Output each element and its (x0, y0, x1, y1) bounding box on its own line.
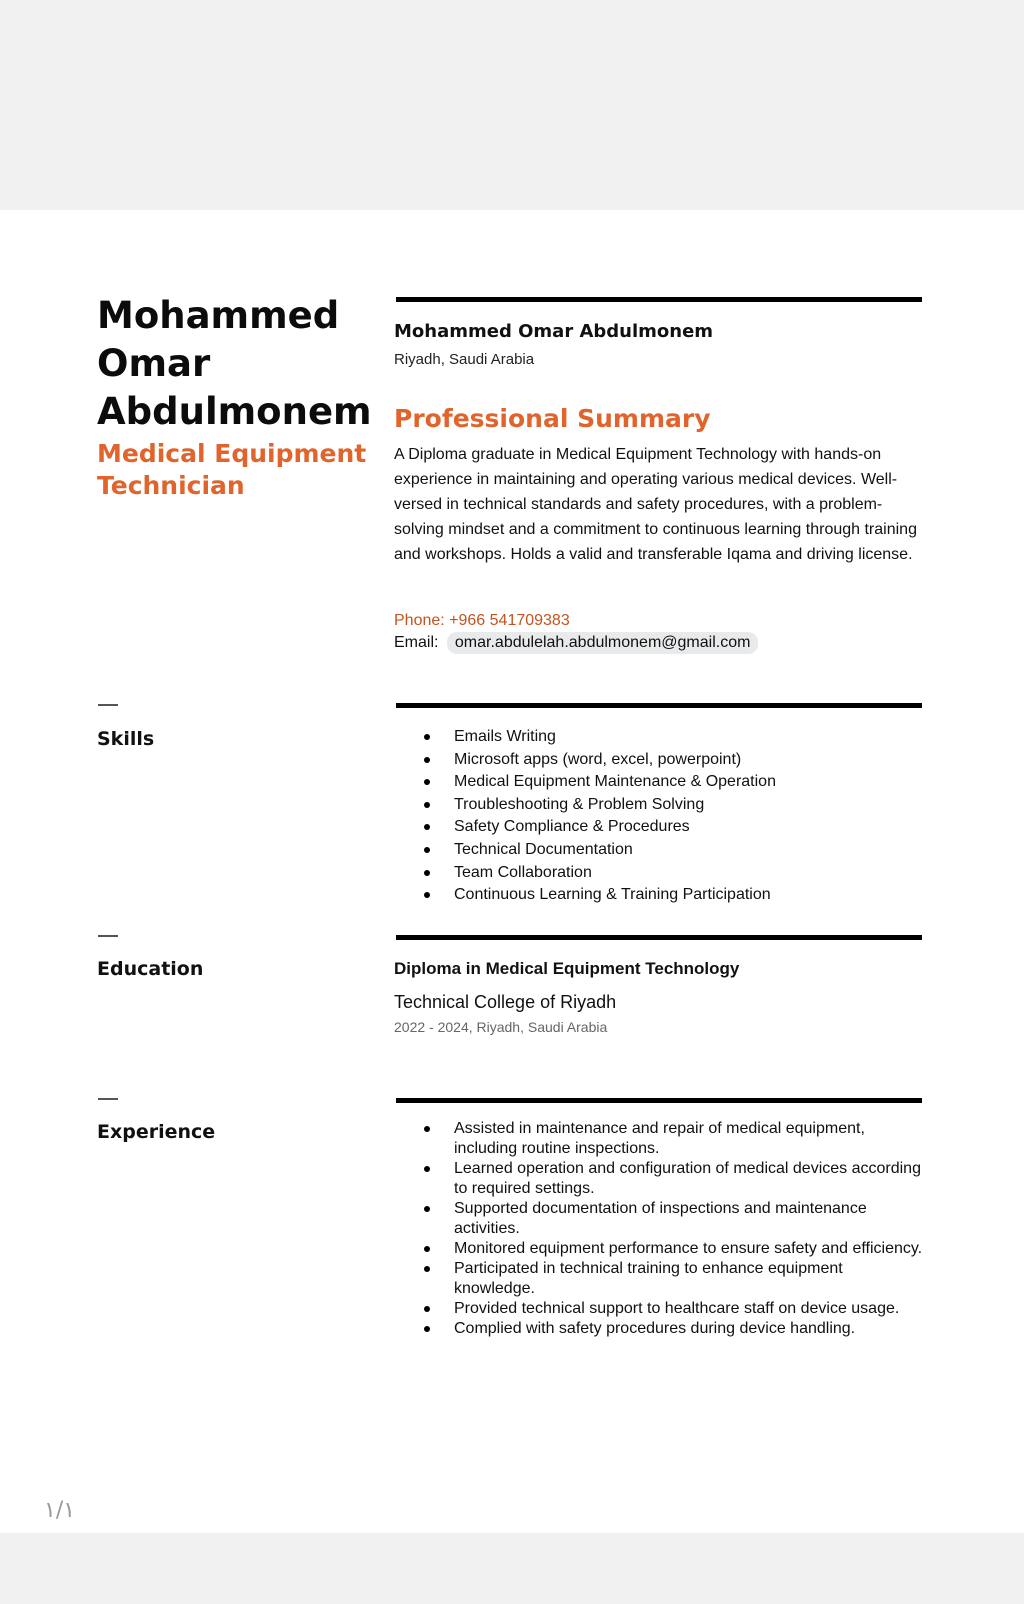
experience-item: Complied with safety procedures during device handling. (424, 1319, 924, 1339)
page-indicator: ١/١ (44, 1498, 76, 1523)
role-line-1: Medical Equipment (97, 439, 367, 468)
name-line-1: Mohammed (97, 294, 340, 337)
summary-title: Professional Summary (394, 404, 711, 433)
header-rule (396, 297, 922, 302)
experience-item: Participated in technical training to enhance equipment knowledge. (424, 1259, 924, 1299)
name-line-2: Omar (97, 342, 211, 385)
job-title (97, 438, 367, 502)
skill-item: Microsoft apps (word, excel, powerpoint) (424, 749, 904, 772)
experience-list (424, 1119, 924, 1339)
name-line-3: Abdulmonem (97, 390, 372, 433)
skills-rule (396, 703, 922, 708)
skill-item: Continuous Learning & Training Participation (424, 884, 904, 907)
education-dash (98, 935, 118, 937)
email-link[interactable]: omar.abdulelah.abdulmonem@gmail.com (447, 632, 759, 654)
experience-item: Supported documentation of inspections and maintenance activities. (424, 1199, 924, 1239)
phone-text: Phone: +966 541709383 (394, 612, 570, 629)
experience-item: Provided technical support to healthcare staff on device usage. (424, 1299, 924, 1319)
education-label: Education (97, 958, 204, 980)
header-name: Mohammed Omar Abdulmonem (394, 321, 714, 342)
email-label: Email: (394, 634, 439, 651)
experience-item: Monitored equipment performance to ensure safety and efficiency. (424, 1239, 924, 1259)
skill-item: Team Collaboration (424, 862, 904, 885)
skills-dash (98, 704, 118, 706)
skill-item: Technical Documentation (424, 839, 904, 862)
skill-item: Troubleshooting & Problem Solving (424, 794, 904, 817)
candidate-name-large (97, 292, 372, 436)
role-line-2: Technician (97, 471, 245, 500)
skill-item: Medical Equipment Maintenance & Operation (424, 771, 904, 794)
experience-rule (396, 1098, 922, 1103)
education-degree: Diploma in Medical Equipment Technology (394, 959, 740, 978)
skills-list (424, 726, 904, 907)
experience-dash (98, 1098, 118, 1100)
experience-label: Experience (97, 1121, 216, 1143)
education-dates: 2022 - 2024, Riyadh, Saudi Arabia (394, 1019, 608, 1035)
education-school: Technical College of Riyadh (394, 992, 617, 1012)
experience-item: Learned operation and configuration of medical devices according to required settings. (424, 1159, 924, 1199)
resume-page (0, 210, 1024, 1533)
skill-item: Emails Writing (424, 726, 904, 749)
summary-text: A Diploma graduate in Medical Equipment Technology with hands-on experience in maintaining and operating various medical devices. Well-versed in technical standards and safety procedures, with a problem-solving mindset and a commitment to continuous learning through training and workshops. Holds a valid and transferable Iqama and driving license. (394, 446, 917, 563)
skill-item: Safety Compliance & Procedures (424, 816, 904, 839)
email-row (394, 632, 758, 654)
education-rule (396, 935, 922, 940)
experience-item: Assisted in maintenance and repair of medical equipment, including routine inspections. (424, 1119, 924, 1159)
skills-label: Skills (97, 728, 155, 750)
header-location: Riyadh, Saudi Arabia (394, 351, 535, 368)
